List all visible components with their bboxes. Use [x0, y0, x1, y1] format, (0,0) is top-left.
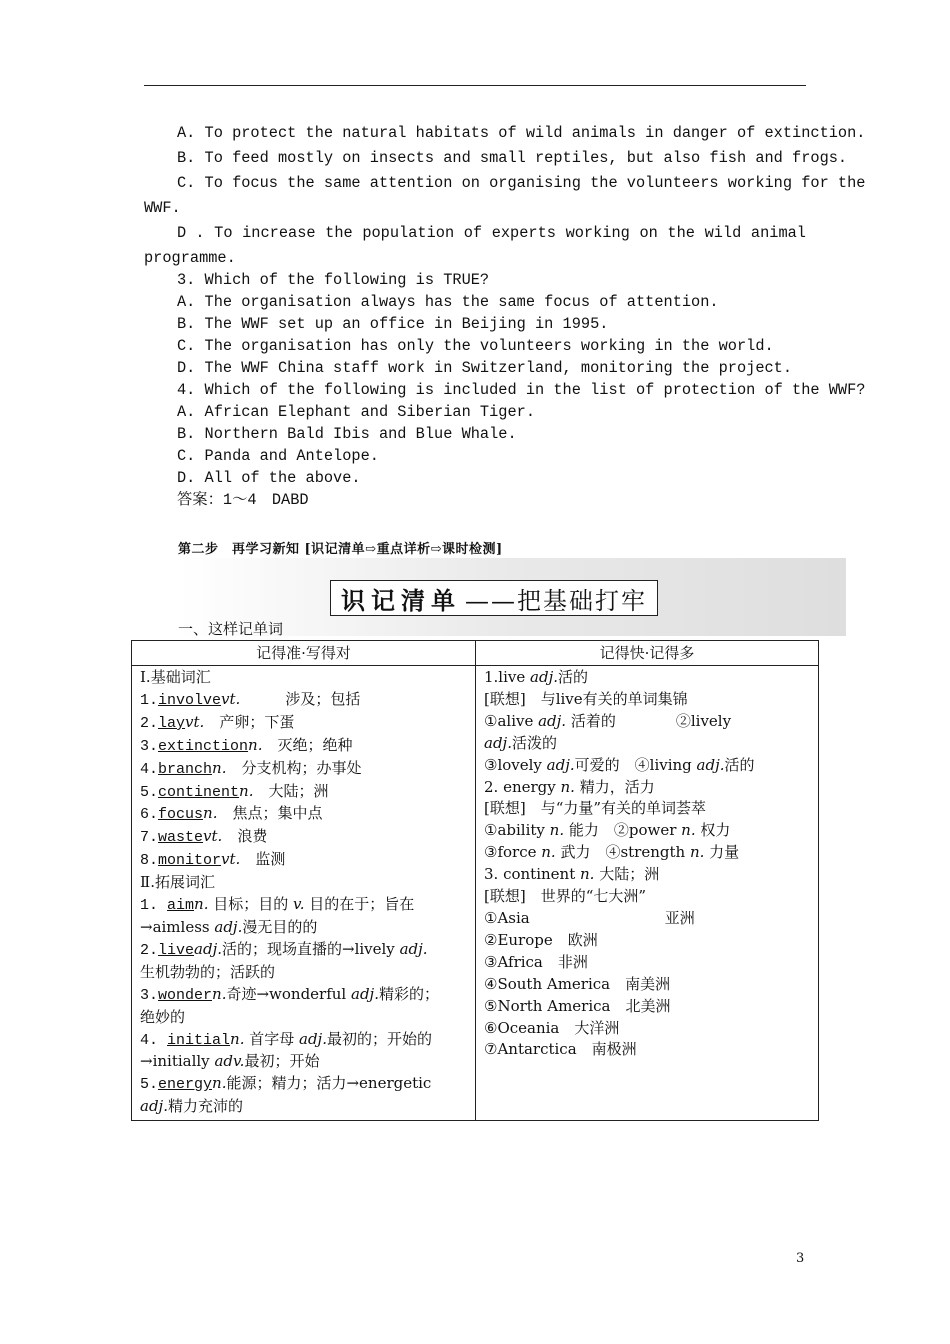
basic-word-row: [140, 781, 467, 804]
vocab-word: branch: [158, 760, 213, 778]
word-derivative: 绝妙的: [140, 1007, 186, 1026]
live-related-word: [484, 755, 810, 777]
part-of-speech: n.: [239, 781, 254, 800]
part-of-speech: v.: [293, 895, 305, 914]
basic-word-row: [140, 689, 467, 712]
live-related-word-part: adj.: [484, 733, 512, 752]
step-heading: 第二步 再学习新知 [识记清单⇨重点详析⇨课时检测]: [178, 542, 503, 557]
q2-option-d-word: increase: [242, 224, 316, 242]
vocab-word: aim: [167, 897, 195, 915]
energy-entry-part: 精力，活力: [574, 777, 655, 796]
q2-option-d-word: the: [325, 224, 353, 242]
table-header-left: 记得准·写得对: [132, 641, 476, 666]
part-of-speech: adj.: [214, 917, 243, 936]
live-related-word-part: ①alive: [484, 711, 539, 730]
extended-word-row: [140, 984, 467, 1007]
vocab-word: lay: [158, 714, 186, 732]
q3-option-a: A. The organisation always has the same focus of attention.: [177, 293, 719, 311]
q3-option-d: D. The WWF China staff work in Switzerland, monitoring the project.: [177, 359, 793, 377]
energy-association: [联想] 与“力量”有关的单词荟萃: [484, 799, 707, 818]
live-related-word-part: 可爱的 ④living: [574, 755, 697, 774]
q4-option-d: D. All of the above.: [177, 469, 361, 487]
q2-option-d-word: population: [362, 224, 455, 242]
part-of-speech: adj.: [140, 1097, 168, 1116]
extended-word-row-cont: [140, 1096, 467, 1118]
energy-related-word-part: 力量: [704, 843, 740, 862]
energy-related-word-part: ①ability: [484, 821, 550, 840]
energy-related-word: [484, 842, 810, 864]
continent-association: [联想] 世界的“七大洲”: [484, 887, 647, 906]
word-meaning: 焦点；集中点: [217, 804, 323, 823]
word-meaning: 最初的；开始的: [326, 1029, 432, 1048]
continent-item: ⑦Antarctica 南极洲: [484, 1040, 637, 1059]
word-number: 2.: [140, 714, 159, 732]
right-column: [476, 666, 819, 1121]
extended-word-row: [140, 894, 467, 917]
banner-box: [330, 580, 658, 616]
part-of-speech: vt.: [185, 712, 205, 731]
part-of-speech: vt.: [221, 689, 241, 708]
live-related-word-part: adj.: [546, 755, 575, 774]
continent-entry-part: 3. continent: [484, 865, 580, 884]
page-number: 3: [796, 1251, 805, 1266]
extended-word-row: [140, 939, 467, 962]
continent-entry: [484, 864, 810, 886]
part-of-speech: adv.: [214, 1052, 245, 1071]
question-block: [144, 122, 866, 511]
word-number: 5.: [140, 783, 159, 801]
part-of-speech: n.: [230, 1029, 245, 1048]
part-of-speech: n.: [248, 735, 263, 754]
vocab-word: focus: [158, 806, 204, 824]
vocab-word: monitor: [158, 852, 222, 870]
section-title: 一、这样记单词: [178, 620, 284, 638]
extended-word-row-cont: [140, 917, 467, 939]
live-association: [联想] 与live有关的单词集锦: [484, 689, 688, 708]
answer-key: 答案：1～4 DABD: [177, 491, 309, 509]
part-of-speech: vt.: [221, 850, 241, 869]
q2-option-d-cont: programme.: [144, 249, 236, 267]
q2-option-d-word: on: [639, 224, 658, 242]
energy-related-word: [484, 820, 810, 842]
q2-option-d-word: D .: [177, 224, 205, 242]
energy-related-word-part: n.: [681, 821, 696, 840]
word-number: 7.: [140, 829, 159, 847]
q2-option-d-word: experts: [491, 224, 556, 242]
energy-related-word-part: 权力: [695, 821, 731, 840]
q2-option-d-word: working: [565, 224, 630, 242]
q2-option-c: C. To focus the same attention on organising the volunteers working for the: [177, 174, 866, 192]
word-meaning: 产卵；下蛋: [204, 712, 295, 731]
continent-entry-part: 大陆；洲: [594, 865, 660, 884]
word-number: 1.: [140, 691, 159, 709]
banner-title: 识记清单: [341, 586, 461, 615]
word-number: 4.: [140, 1031, 168, 1049]
basic-word-row: [140, 735, 467, 758]
q3-stem: 3. Which of the following is TRUE?: [177, 271, 490, 289]
word-number: 2.: [140, 941, 159, 959]
word-meaning: 监测: [240, 850, 286, 869]
basic-word-row: [140, 849, 467, 872]
part-of-speech: adj.: [194, 939, 222, 958]
word-derivative: →aimless: [140, 917, 215, 936]
energy-entry-part: n.: [560, 777, 575, 796]
energy-related-word-part: n.: [541, 843, 556, 862]
energy-related-word-part: 能力 ②power: [564, 821, 682, 840]
vocab-word: energy: [158, 1076, 213, 1094]
continent-entry-part: n.: [580, 865, 595, 884]
live-related-word: [484, 711, 810, 733]
energy-related-word-part: n.: [689, 843, 705, 862]
live-related-word-part: 活着的 ②lively: [566, 711, 732, 730]
q2-option-d-word: animal: [750, 224, 806, 242]
word-number: 5.: [140, 1076, 159, 1094]
q2-option-d-word: wild: [704, 224, 742, 242]
energy-entry-part: 2. energy: [484, 777, 561, 796]
q4-stem: 4. Which of the following is included in the list of protection of the WWF?: [177, 381, 866, 399]
continent-item: ④South America 南美洲: [484, 974, 671, 993]
word-meaning: 活的；现场直播的→lively: [222, 939, 400, 958]
word-meaning: 最初；开始: [244, 1052, 320, 1071]
live-related-word-part: 活的: [724, 755, 755, 774]
part-of-speech: vt.: [203, 827, 223, 846]
continent-item: ③Africa 非洲: [484, 952, 588, 971]
q2-option-a: A. To protect the natural habitats of wild animals in danger of extinction.: [177, 124, 866, 142]
word-number: 6.: [140, 806, 159, 824]
word-number: 1.: [140, 897, 168, 915]
word-meaning: 分支机构；办事处: [226, 758, 362, 777]
basic-word-row: [140, 803, 467, 826]
energy-related-word-part: n.: [549, 821, 565, 840]
continent-item: ⑥Oceania 大洋洲: [484, 1018, 620, 1037]
live-related-word-part: adj.: [538, 711, 567, 730]
left-column: [132, 666, 476, 1121]
word-derivative: →initially: [140, 1052, 215, 1071]
word-derivative: 生机勃勃的；活跃的: [140, 962, 276, 981]
live-related-word-part: 活泼的: [511, 733, 557, 752]
vocab-word: involve: [158, 691, 222, 709]
word-number: 3.: [140, 737, 159, 755]
vocab-word: continent: [158, 783, 240, 801]
live-related-word-part: ③lovely: [484, 755, 547, 774]
live-entry-part: 活的: [558, 668, 589, 686]
word-meaning: 涉及；包括: [240, 689, 361, 708]
vocab-word: extinction: [158, 737, 249, 755]
extended-word-row-cont: [140, 962, 467, 984]
part-of-speech: n.: [212, 758, 227, 777]
part-of-speech: adj.: [299, 1029, 327, 1048]
q3-option-c: C. The organisation has only the volunteers working in the world.: [177, 337, 774, 355]
vocab-word: initial: [167, 1031, 231, 1049]
vocab-word: live: [158, 941, 195, 959]
energy-related-word-part: ③force: [484, 843, 542, 862]
extended-word-row: [140, 1029, 467, 1052]
banner-subtitle: ——把基础打牢: [465, 586, 647, 615]
q2-option-c-cont: WWF.: [144, 199, 181, 217]
word-number: 8.: [140, 852, 159, 870]
table-header-right: 记得快·记得多: [476, 641, 819, 666]
live-related-word-part: adj.: [696, 755, 725, 774]
word-meaning: 能源；精力；活力→energetic: [226, 1074, 432, 1093]
header-rule: [144, 85, 806, 86]
energy-related-word-part: 武力 ④strength: [555, 843, 690, 862]
continent-item: ⑤North America 北美洲: [484, 996, 671, 1015]
continent-item: ①Asia 亚洲: [484, 908, 695, 927]
q2-option-d-word: of: [463, 224, 483, 242]
live-related-word: [484, 733, 810, 755]
energy-entry: [484, 777, 810, 799]
continent-item: ②Europe 欧洲: [484, 930, 598, 949]
extended-word-row-cont: [140, 1051, 467, 1073]
word-number: 3.: [140, 986, 159, 1004]
part-of-speech: n.: [212, 984, 227, 1003]
live-entry-part: 1.live: [484, 668, 531, 686]
word-meaning: 大陆；洲: [253, 781, 329, 800]
vocab-word: waste: [158, 829, 204, 847]
word-meaning: 精力充沛的: [167, 1097, 243, 1116]
vocab-word: wonder: [158, 986, 213, 1004]
part-of-speech: n.: [203, 804, 218, 823]
word-meaning: 灭绝；绝种: [262, 735, 353, 754]
q4-option-b: B. Northern Bald Ibis and Blue Whale.: [177, 425, 517, 443]
basic-vocab-title: Ⅰ.基础词汇: [140, 668, 211, 686]
word-meaning: 目的在于；旨在: [304, 895, 415, 914]
word-meaning: 首字母: [244, 1029, 300, 1048]
word-meaning: 精彩的；: [378, 984, 439, 1003]
part-of-speech: adj.: [351, 984, 379, 1003]
word-number: 4.: [140, 760, 159, 778]
basic-word-row: [140, 712, 467, 735]
word-meaning: 奇迹→wonderful: [226, 984, 351, 1003]
extended-word-row: [140, 1073, 467, 1096]
live-entry: [484, 667, 810, 689]
live-entry-part: adj.: [530, 668, 558, 686]
q4-option-a: A. African Elephant and Siberian Tiger.: [177, 403, 536, 421]
q2-option-b: B. To feed mostly on insects and small reptiles, but also fish and frogs.: [177, 149, 848, 167]
word-meaning: 漫无目的的: [242, 917, 318, 936]
basic-word-row: [140, 826, 467, 849]
q2-option-d-word: To: [214, 224, 233, 242]
extended-word-row-cont: [140, 1007, 467, 1029]
part-of-speech: n.: [212, 1074, 227, 1093]
q3-option-b: B. The WWF set up an office in Beijing in 1995.: [177, 315, 609, 333]
vocabulary-table: [131, 640, 819, 1121]
word-meaning: 浪费: [222, 827, 268, 846]
basic-word-row: [140, 758, 467, 781]
extended-vocab-title: Ⅱ.拓展词汇: [140, 873, 215, 892]
q2-option-d-word: the: [667, 224, 695, 242]
word-meaning: 目标；目的: [208, 895, 294, 914]
part-of-speech: adj.: [399, 939, 428, 958]
part-of-speech: n.: [194, 895, 209, 914]
q2-option-d: [144, 222, 806, 244]
q4-option-c: C. Panda and Antelope.: [177, 447, 379, 465]
